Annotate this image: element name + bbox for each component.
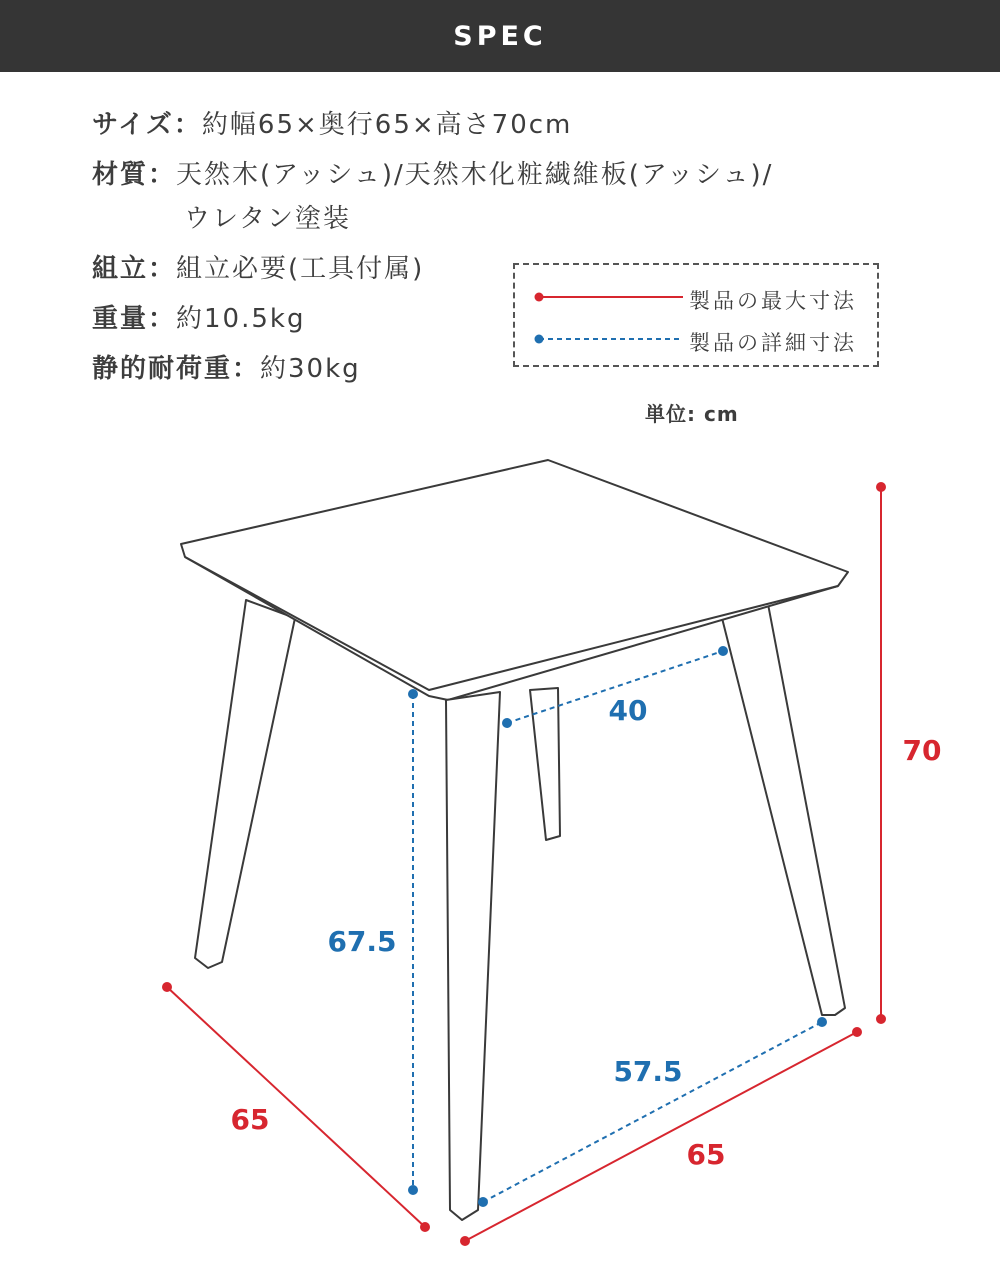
spec-assembly-value: 組立必要(工具付属): [176, 254, 425, 284]
spec-assembly-label: 組立：: [92, 254, 177, 284]
dim-inner-width: [478, 1017, 827, 1207]
spec-material-label: 材質：: [92, 160, 177, 190]
table-illustration: [181, 460, 848, 1220]
dim-depth: [162, 982, 430, 1232]
header-title: SPEC: [453, 20, 547, 52]
spec-material-value: 天然木(アッシュ)/天然木化粧繊維板(アッシュ)/: [176, 160, 774, 190]
dim-height: [876, 482, 886, 1024]
spec-weight-value: 約10.5kg: [176, 304, 306, 334]
spec-weight-label: 重量：: [92, 304, 177, 334]
legend-detail-label: 製品の詳細寸法: [689, 331, 857, 355]
dim-width-label: 65: [686, 1138, 726, 1171]
unit-label: 単位: cm: [645, 402, 739, 426]
dim-inner-height: [408, 689, 418, 1195]
legend-max-label: 製品の最大寸法: [689, 289, 857, 313]
dim-height-label: 70: [902, 734, 942, 767]
spec-load-value: 約30kg: [260, 354, 361, 384]
table-left-leg: [195, 600, 295, 968]
dim-inner-width-label: 57.5: [613, 1055, 683, 1088]
spec-size-value: 約幅65×奥行65×高さ70cm: [201, 110, 573, 140]
spec-load-label: 静的耐荷重：: [92, 354, 261, 384]
spec-size-label: サイズ：: [92, 110, 202, 140]
dim-inner-height-label: 67.5: [327, 925, 397, 958]
table-right-leg: [722, 604, 845, 1015]
spec-material-value2: ウレタン塗装: [184, 204, 351, 234]
dim-depth-label: 65: [230, 1103, 270, 1136]
dim-inner-depth-label: 40: [608, 694, 648, 727]
table-front-leg: [446, 692, 500, 1220]
